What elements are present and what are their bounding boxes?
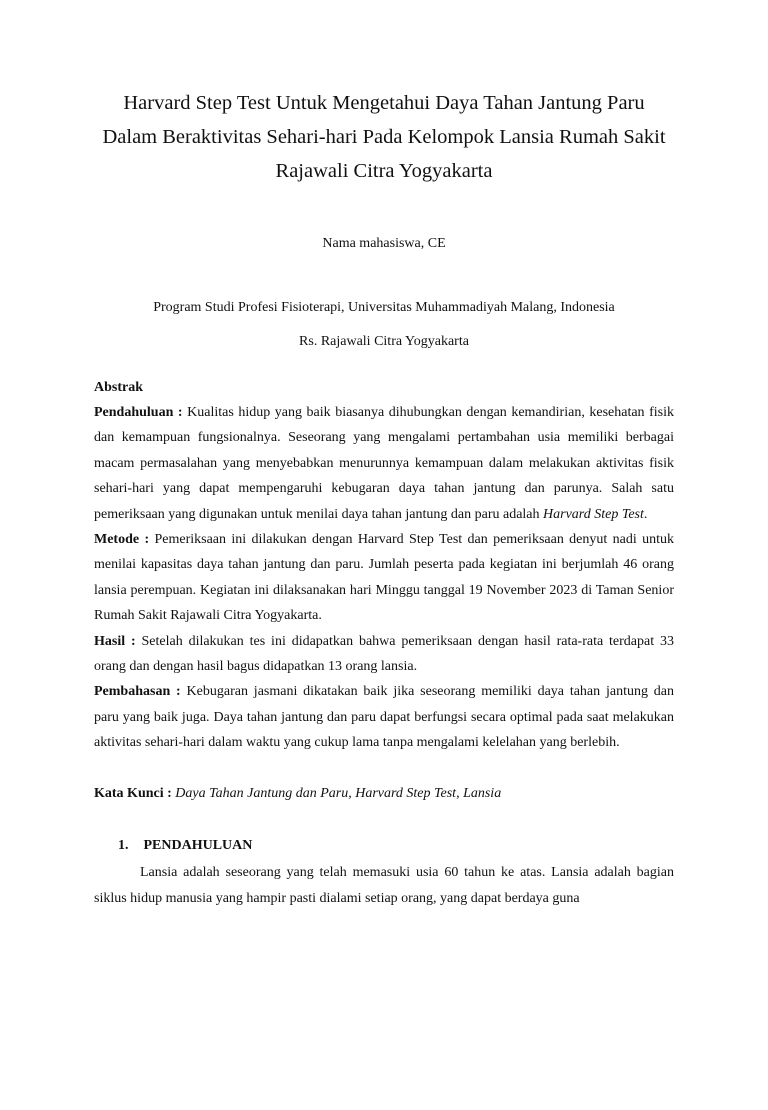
- section-number: 1.: [118, 837, 129, 853]
- author-name: Nama mahasiswa, CE: [322, 236, 446, 251]
- document-page: [0, 86, 768, 1110]
- title-line-2: Dalam Beraktivitas Sehari-hari Pada Kelompok Lansia Rumah Sakit: [102, 126, 666, 148]
- abstract-pendahuluan: [94, 400, 674, 527]
- hasil-label: Hasil :: [94, 633, 136, 649]
- keywords-text: Daya Tahan Jantung dan Paru, Harvard Step Test, Lansia: [171, 785, 502, 801]
- abstract-metode: [94, 527, 674, 629]
- paper-title: [94, 86, 674, 188]
- pendahuluan-italic: Harvard Step Test: [543, 506, 644, 522]
- hasil-text: Setelah dilakukan tes ini didapatkan bahwa pemeriksaan dengan hasil rata-rata terdapat 33 orang dan dengan hasil bagus didapatkan 13 orang lansia.: [94, 633, 674, 675]
- section-heading-pendahuluan: [94, 834, 674, 858]
- abstract-heading: Abstrak: [94, 380, 144, 395]
- abstract-pembahasan: [94, 679, 674, 755]
- metode-label: Metode :: [94, 532, 150, 548]
- abstract-hasil: [94, 629, 674, 680]
- metode-text: Pemeriksaan ini dilakukan dengan Harvard Step Test dan pemeriksaan denyut nadi untuk menilai kapasitas daya tahan jantung dan paru. Jumlah peserta pada kegiatan ini berjumlah 46 orang lansia perempuan. Kegiatan ini dilaksanakan hari Minggu tanggal 19 November 2023 di Taman Senior Rumah Sakit Rajawali Citra Yogyakarta.: [94, 532, 674, 624]
- pembahasan-text: Kebugaran jasmani dikatakan baik jika seseorang memiliki daya tahan jantung dan paru yang baik juga. Daya tahan jantung dan paru dapat berfungsi secara optimal pada saat melakukan aktivitas sehari-hari dalam waktu yang cukup lama tanpa mengalami kelelahan yang berlebih.: [94, 684, 674, 751]
- pendahuluan-text: Kualitas hidup yang baik biasanya dihubungkan dengan kemandirian, kesehatan fisik dan kemampuan fungsionalnya. Seseorang yang mengalami pertambahan usia memiliki berbagai macam permasalahan yang menyebabkan menurunnya kemampuan dalam melakukan aktivitas fisik sehari-hari yang dapat mempengaruhi kebugaran daya tahan jantung dan parunya. Salah satu pemeriksaan yang digunakan untuk menilai daya tahan jantung dan paru adalah: [94, 405, 674, 522]
- pendahuluan-label: Pendahuluan :: [94, 405, 183, 420]
- affiliation-university: Program Studi Profesi Fisioterapi, Universitas Muhammadiyah Malang, Indonesia: [153, 300, 615, 315]
- section-body-paragraph: Lansia adalah seseorang yang telah memasuki usia 60 tahun ke atas. Lansia adalah bagian siklus hidup manusia yang hampir pasti dialami setiap orang, yang dapat berdaya guna: [94, 864, 674, 906]
- affiliation-hospital: Rs. Rajawali Citra Yogyakarta: [299, 334, 469, 349]
- keywords-label: Kata Kunci :: [94, 785, 172, 801]
- pendahuluan-end: .: [643, 506, 648, 522]
- pembahasan-label: Pembahasan :: [94, 684, 181, 700]
- section-title: PENDAHULUAN: [143, 837, 253, 853]
- title-line-3: Rajawali Citra Yogyakarta: [275, 160, 493, 182]
- keywords: [94, 782, 674, 806]
- title-line-1: Harvard Step Test Untuk Mengetahui Daya Tahan Jantung Paru: [123, 92, 645, 114]
